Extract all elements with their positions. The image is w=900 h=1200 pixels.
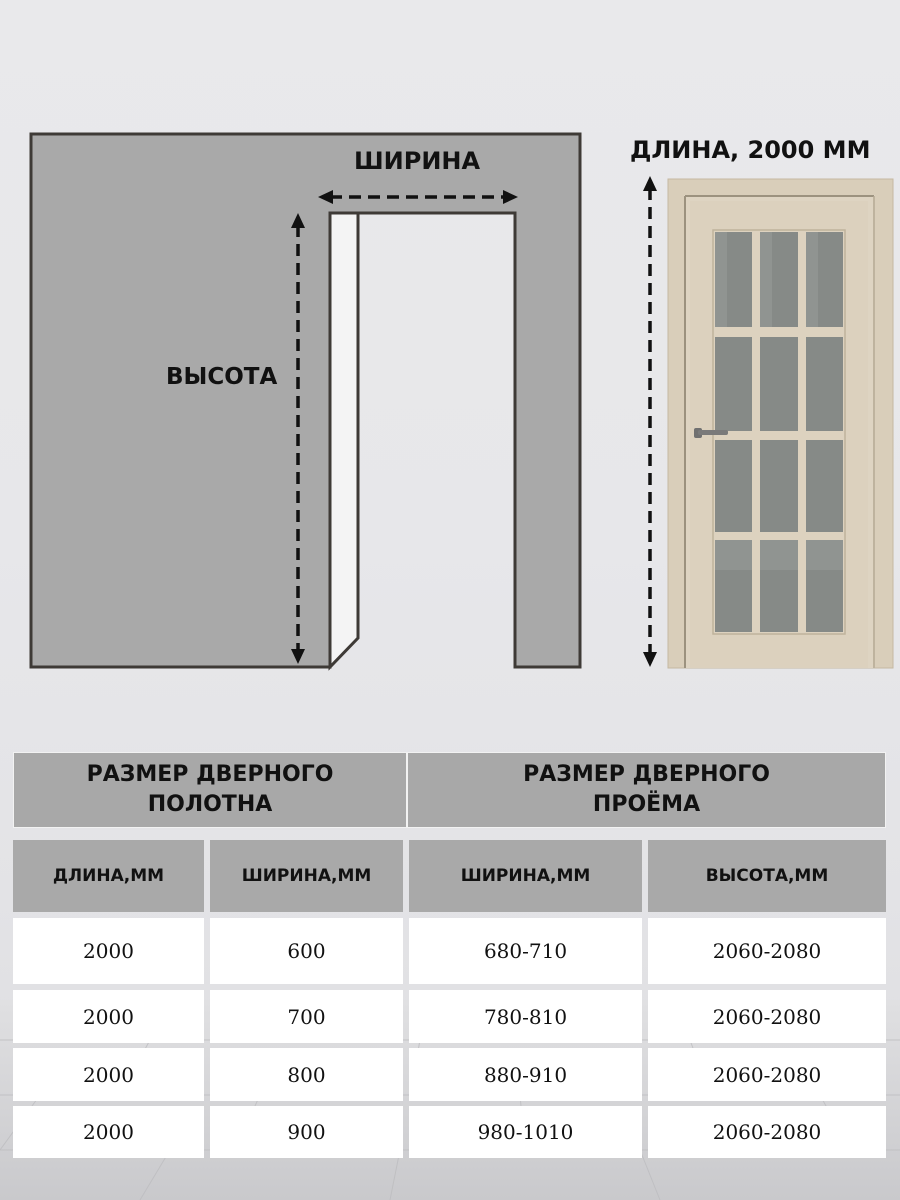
group-header-opening: РАЗМЕР ДВЕРНОГО ПРОЁМА (407, 752, 886, 828)
column-header-length: ДЛИНА,ММ (13, 840, 204, 912)
column-header-opening-height: ВЫСОТА,ММ (648, 840, 886, 912)
table-cell: 880-910 (409, 1048, 642, 1101)
group-header-leaf: РАЗМЕР ДВЕРНОГО ПОЛОТНА (13, 752, 407, 828)
wall-shape (31, 134, 580, 667)
table-cell: 600 (210, 918, 403, 984)
table-cell: 2000 (13, 990, 204, 1043)
table-cell: 900 (210, 1106, 403, 1158)
column-header-leaf-width: ШИРИНА,ММ (210, 840, 403, 912)
column-header-opening-width: ШИРИНА,ММ (409, 840, 642, 912)
width-label: ШИРИНА (354, 147, 481, 175)
table-cell: 2000 (13, 1048, 204, 1101)
table-cell: 2060-2080 (648, 918, 886, 984)
table-cell: 780-810 (409, 990, 642, 1043)
table-cell: 2060-2080 (648, 1048, 886, 1101)
length-label: ДЛИНА, 2000 ММ (630, 136, 871, 164)
table-cell: 800 (210, 1048, 403, 1101)
table-cell: 2060-2080 (648, 1106, 886, 1158)
table-cell: 2000 (13, 918, 204, 984)
height-label: ВЫСОТА (166, 364, 278, 390)
length-arrow (643, 176, 657, 667)
opening-jamb (330, 213, 358, 667)
door-image (668, 179, 893, 668)
table-cell: 680-710 (409, 918, 642, 984)
table-cell: 700 (210, 990, 403, 1043)
table-cell: 2000 (13, 1106, 204, 1158)
table-cell: 980-1010 (409, 1106, 642, 1158)
table-cell: 2060-2080 (648, 990, 886, 1043)
